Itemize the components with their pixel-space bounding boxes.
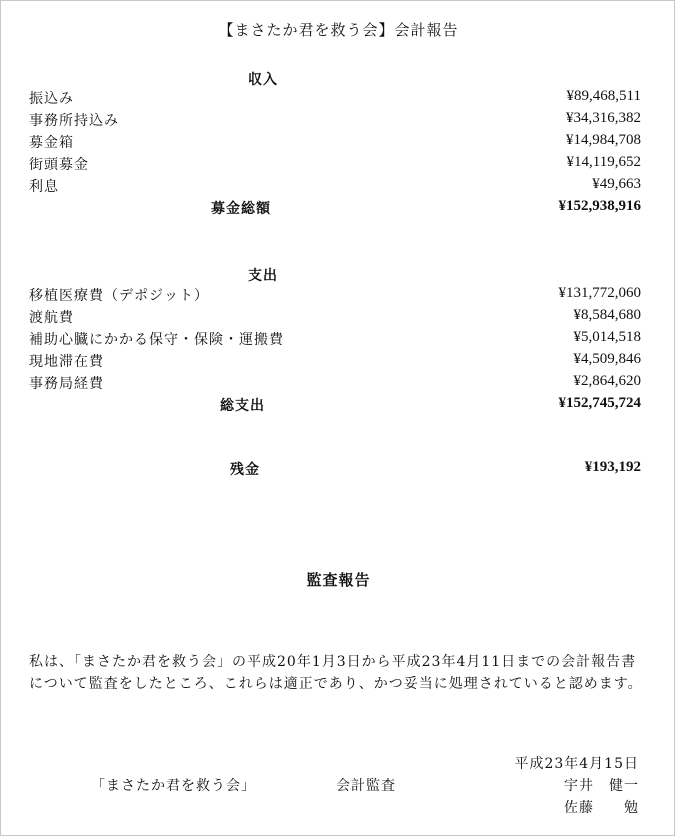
- expense-amount: ¥2,864,620: [573, 373, 641, 389]
- audit-heading: 監査報告: [306, 571, 371, 589]
- income-label: 利息: [29, 179, 59, 195]
- income-amount: ¥14,984,708: [566, 132, 641, 148]
- expenses-total-label: 総支出: [220, 398, 265, 414]
- expenses-total-amount: ¥152,745,724: [558, 395, 641, 411]
- income-amount: ¥49,663: [592, 176, 641, 192]
- expense-label: 事務局経費: [29, 376, 104, 392]
- income-heading: 収入: [248, 72, 278, 88]
- income-row: [29, 132, 641, 154]
- expenses-total-row: [29, 395, 641, 417]
- income-amount: ¥14,119,652: [566, 154, 641, 170]
- auditor-name: 佐藤 勉: [564, 800, 639, 816]
- report-title: 【まさたか君を救う会】会計報告: [218, 21, 459, 39]
- income-amount: ¥89,468,511: [566, 88, 641, 104]
- income-total-amount: ¥152,938,916: [558, 198, 641, 214]
- audit-date: 平成23年4月15日: [514, 756, 639, 772]
- expense-row: [29, 373, 641, 395]
- expense-label: 現地滞在費: [29, 354, 104, 370]
- income-label: 事務所持込み: [29, 113, 119, 129]
- expense-label: 移植医療費（デポジット）: [29, 288, 209, 304]
- expenses-heading: 支出: [248, 268, 278, 284]
- organization-name: 「まさたか君を救う会」: [91, 778, 256, 794]
- expense-row: [29, 307, 641, 329]
- expense-row: [29, 329, 641, 351]
- income-row: [29, 176, 641, 198]
- expense-amount: ¥8,584,680: [573, 307, 641, 323]
- income-total-label: 募金総額: [211, 201, 271, 217]
- expense-amount: ¥5,014,518: [573, 329, 641, 345]
- auditor-name: 宇井 健一: [564, 778, 639, 794]
- income-row: [29, 154, 641, 176]
- auditor-role: 会計監査: [336, 778, 396, 794]
- income-label: 振込み: [29, 91, 74, 107]
- balance-row: [29, 459, 641, 481]
- balance-amount: ¥193,192: [584, 459, 641, 475]
- expense-amount: ¥4,509,846: [573, 351, 641, 367]
- expense-row: [29, 285, 641, 307]
- balance-label: 残金: [230, 462, 260, 478]
- expense-label: 渡航費: [29, 310, 74, 326]
- expense-label: 補助心臓にかかる保守・保険・運搬費: [29, 332, 284, 348]
- audit-statement: 私は、「まさたか君を救う会」の平成20年1月3日から平成23年4月11日までの会計報告書について監査をしたところ、これらは適正であり、かつ妥当に処理されていると認めます。: [29, 654, 643, 692]
- income-row: [29, 110, 641, 132]
- income-row: [29, 88, 641, 110]
- income-label: 募金箱: [29, 135, 74, 151]
- income-total-row: [29, 198, 641, 220]
- income-label: 街頭募金: [29, 157, 89, 173]
- expense-amount: ¥131,772,060: [558, 285, 641, 301]
- income-amount: ¥34,316,382: [566, 110, 641, 126]
- expense-row: [29, 351, 641, 373]
